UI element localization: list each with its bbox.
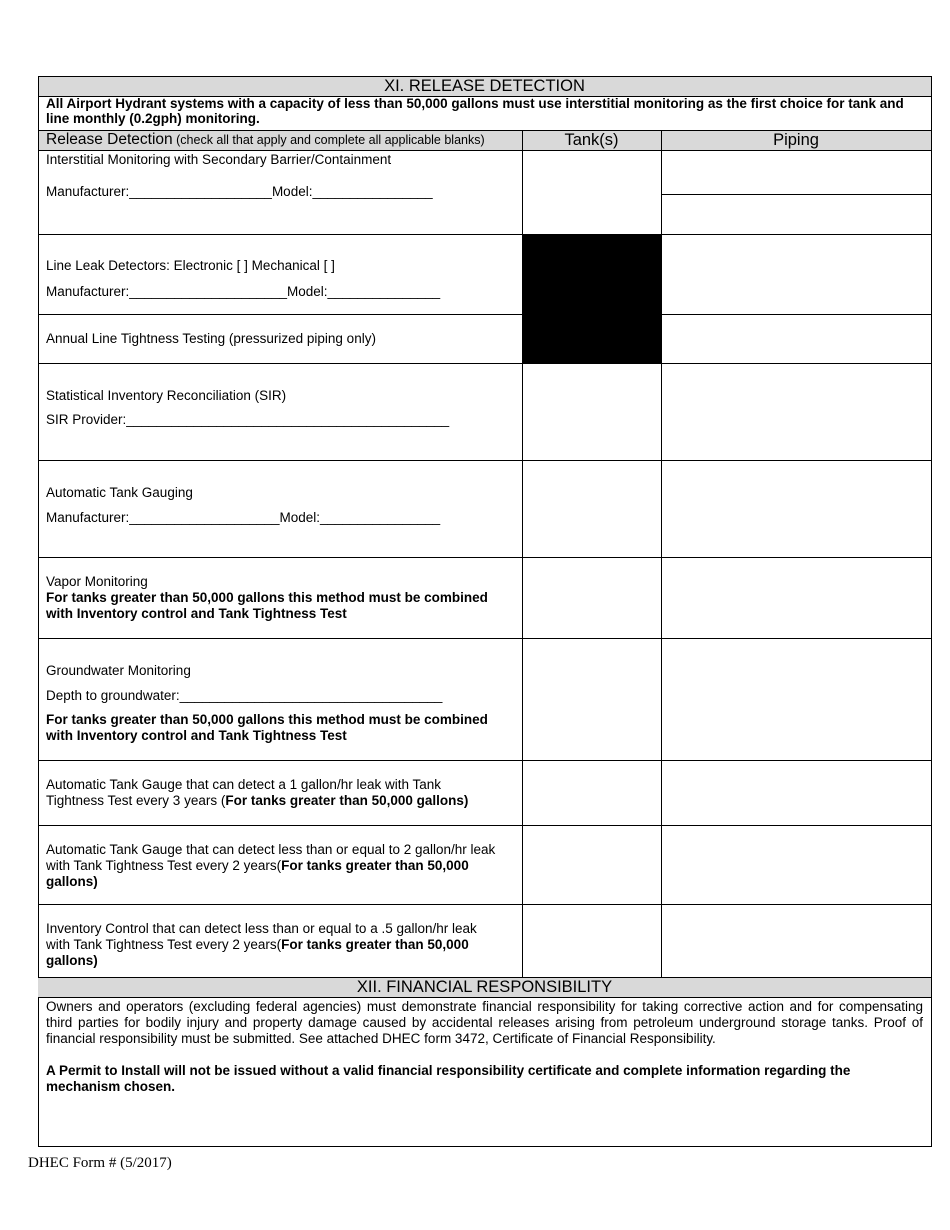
atg-1gal-line1: Automatic Tank Gauge that can detect a 1 gallon/hr leak with Tank bbox=[46, 777, 441, 792]
atg-title: Automatic Tank Gauging bbox=[46, 485, 193, 500]
form-id-footer: DHEC Form # (5/2017) bbox=[28, 1155, 172, 1171]
vapor-note-line2: with Inventory control and Tank Tightness Test bbox=[46, 606, 347, 621]
column-header-note: (check all that apply and complete all applicable blanks) bbox=[172, 133, 485, 147]
piping-column-header: Piping bbox=[773, 131, 819, 149]
atg-2gal-line1: Automatic Tank Gauge that can detect less than or equal to 2 gallon/hr leak bbox=[46, 842, 496, 857]
atg-2gal-line2 bbox=[46, 858, 469, 874]
groundwater-note-line2: with Inventory control and Tank Tightness Test bbox=[46, 728, 347, 743]
inventory-line3: gallons) bbox=[46, 953, 98, 968]
annual-tightness-title: Annual Line Tightness Testing (pressurized piping only) bbox=[46, 331, 376, 346]
financial-paragraph: Owners and operators (excluding federal agencies) must demonstrate financial responsibility for taking corrective action and for compensating third parties for bodily injury and property damage caused by accidental releases arising from petroleum underground storage tanks. Proof of financial responsibility must be submitted. See attached DHEC form 3472, Certificate of Financial Responsibility. bbox=[46, 999, 923, 1046]
tanks-column-header: Tank(s) bbox=[564, 131, 619, 149]
atg-2gal-line2-plain: with Tank Tightness Test every 2 years( bbox=[46, 858, 282, 873]
line-leak-title[interactable]: Line Leak Detectors: Electronic [ ] Mechanical [ ] bbox=[46, 258, 335, 273]
inventory-line1: Inventory Control that can detect less than or equal to a .5 gallon/hr leak bbox=[46, 921, 477, 936]
line-leak-manufacturer-model[interactable]: Manufacturer:_____________________Model:_______________ bbox=[46, 284, 441, 299]
vapor-title: Vapor Monitoring bbox=[46, 574, 148, 589]
financial-section-title: XII. FINANCIAL RESPONSIBILITY bbox=[38, 978, 931, 997]
inventory-line2 bbox=[46, 937, 469, 953]
atg-2gal-line2-bold: For tanks greater than 50,000 bbox=[281, 858, 469, 873]
sir-provider-field[interactable]: SIR Provider:___________________________________________ bbox=[46, 412, 450, 427]
groundwater-title: Groundwater Monitoring bbox=[46, 663, 191, 678]
financial-warning: A Permit to Install will not be issued without a valid financial responsibility certificate and complete information regarding the mechanism chosen. bbox=[46, 1063, 851, 1094]
vapor-note-line1: For tanks greater than 50,000 gallons this method must be combined bbox=[46, 590, 488, 605]
release-detection-column-header bbox=[46, 130, 485, 150]
interstitial-manufacturer-model[interactable]: Manufacturer:___________________Model:________________ bbox=[46, 184, 433, 199]
atg-1gal-line2 bbox=[46, 793, 468, 809]
tank-cell-not-applicable bbox=[522, 234, 661, 363]
inventory-line2-plain: with Tank Tightness Test every 2 years( bbox=[46, 937, 282, 952]
atg-2gal-line3: gallons) bbox=[46, 874, 98, 889]
column-header-main: Release Detection bbox=[46, 131, 173, 148]
groundwater-depth-field[interactable]: Depth to groundwater:___________________________________ bbox=[46, 688, 443, 703]
atg-manufacturer-model[interactable]: Manufacturer:____________________Model:________________ bbox=[46, 510, 441, 525]
interstitial-title: Interstitial Monitoring with Secondary Barrier/Containment bbox=[46, 152, 392, 167]
release-detection-section-title: XI. RELEASE DETECTION bbox=[38, 77, 931, 96]
sir-title: Statistical Inventory Reconciliation (SIR) bbox=[46, 388, 287, 403]
airport-hydrant-notice: All Airport Hydrant systems with a capacity of less than 50,000 gallons must use interstitial monitoring as the first choice for tank and line monthly (0.2gph) monitoring. bbox=[46, 96, 904, 126]
atg-1gal-line2-plain: Tightness Test every 3 years ( bbox=[46, 793, 226, 808]
atg-1gal-line2-bold: For tanks greater than 50,000 gallons) bbox=[225, 793, 469, 808]
inventory-line2-bold: For tanks greater than 50,000 bbox=[281, 937, 469, 952]
groundwater-note-line1: For tanks greater than 50,000 gallons this method must be combined bbox=[46, 712, 488, 727]
